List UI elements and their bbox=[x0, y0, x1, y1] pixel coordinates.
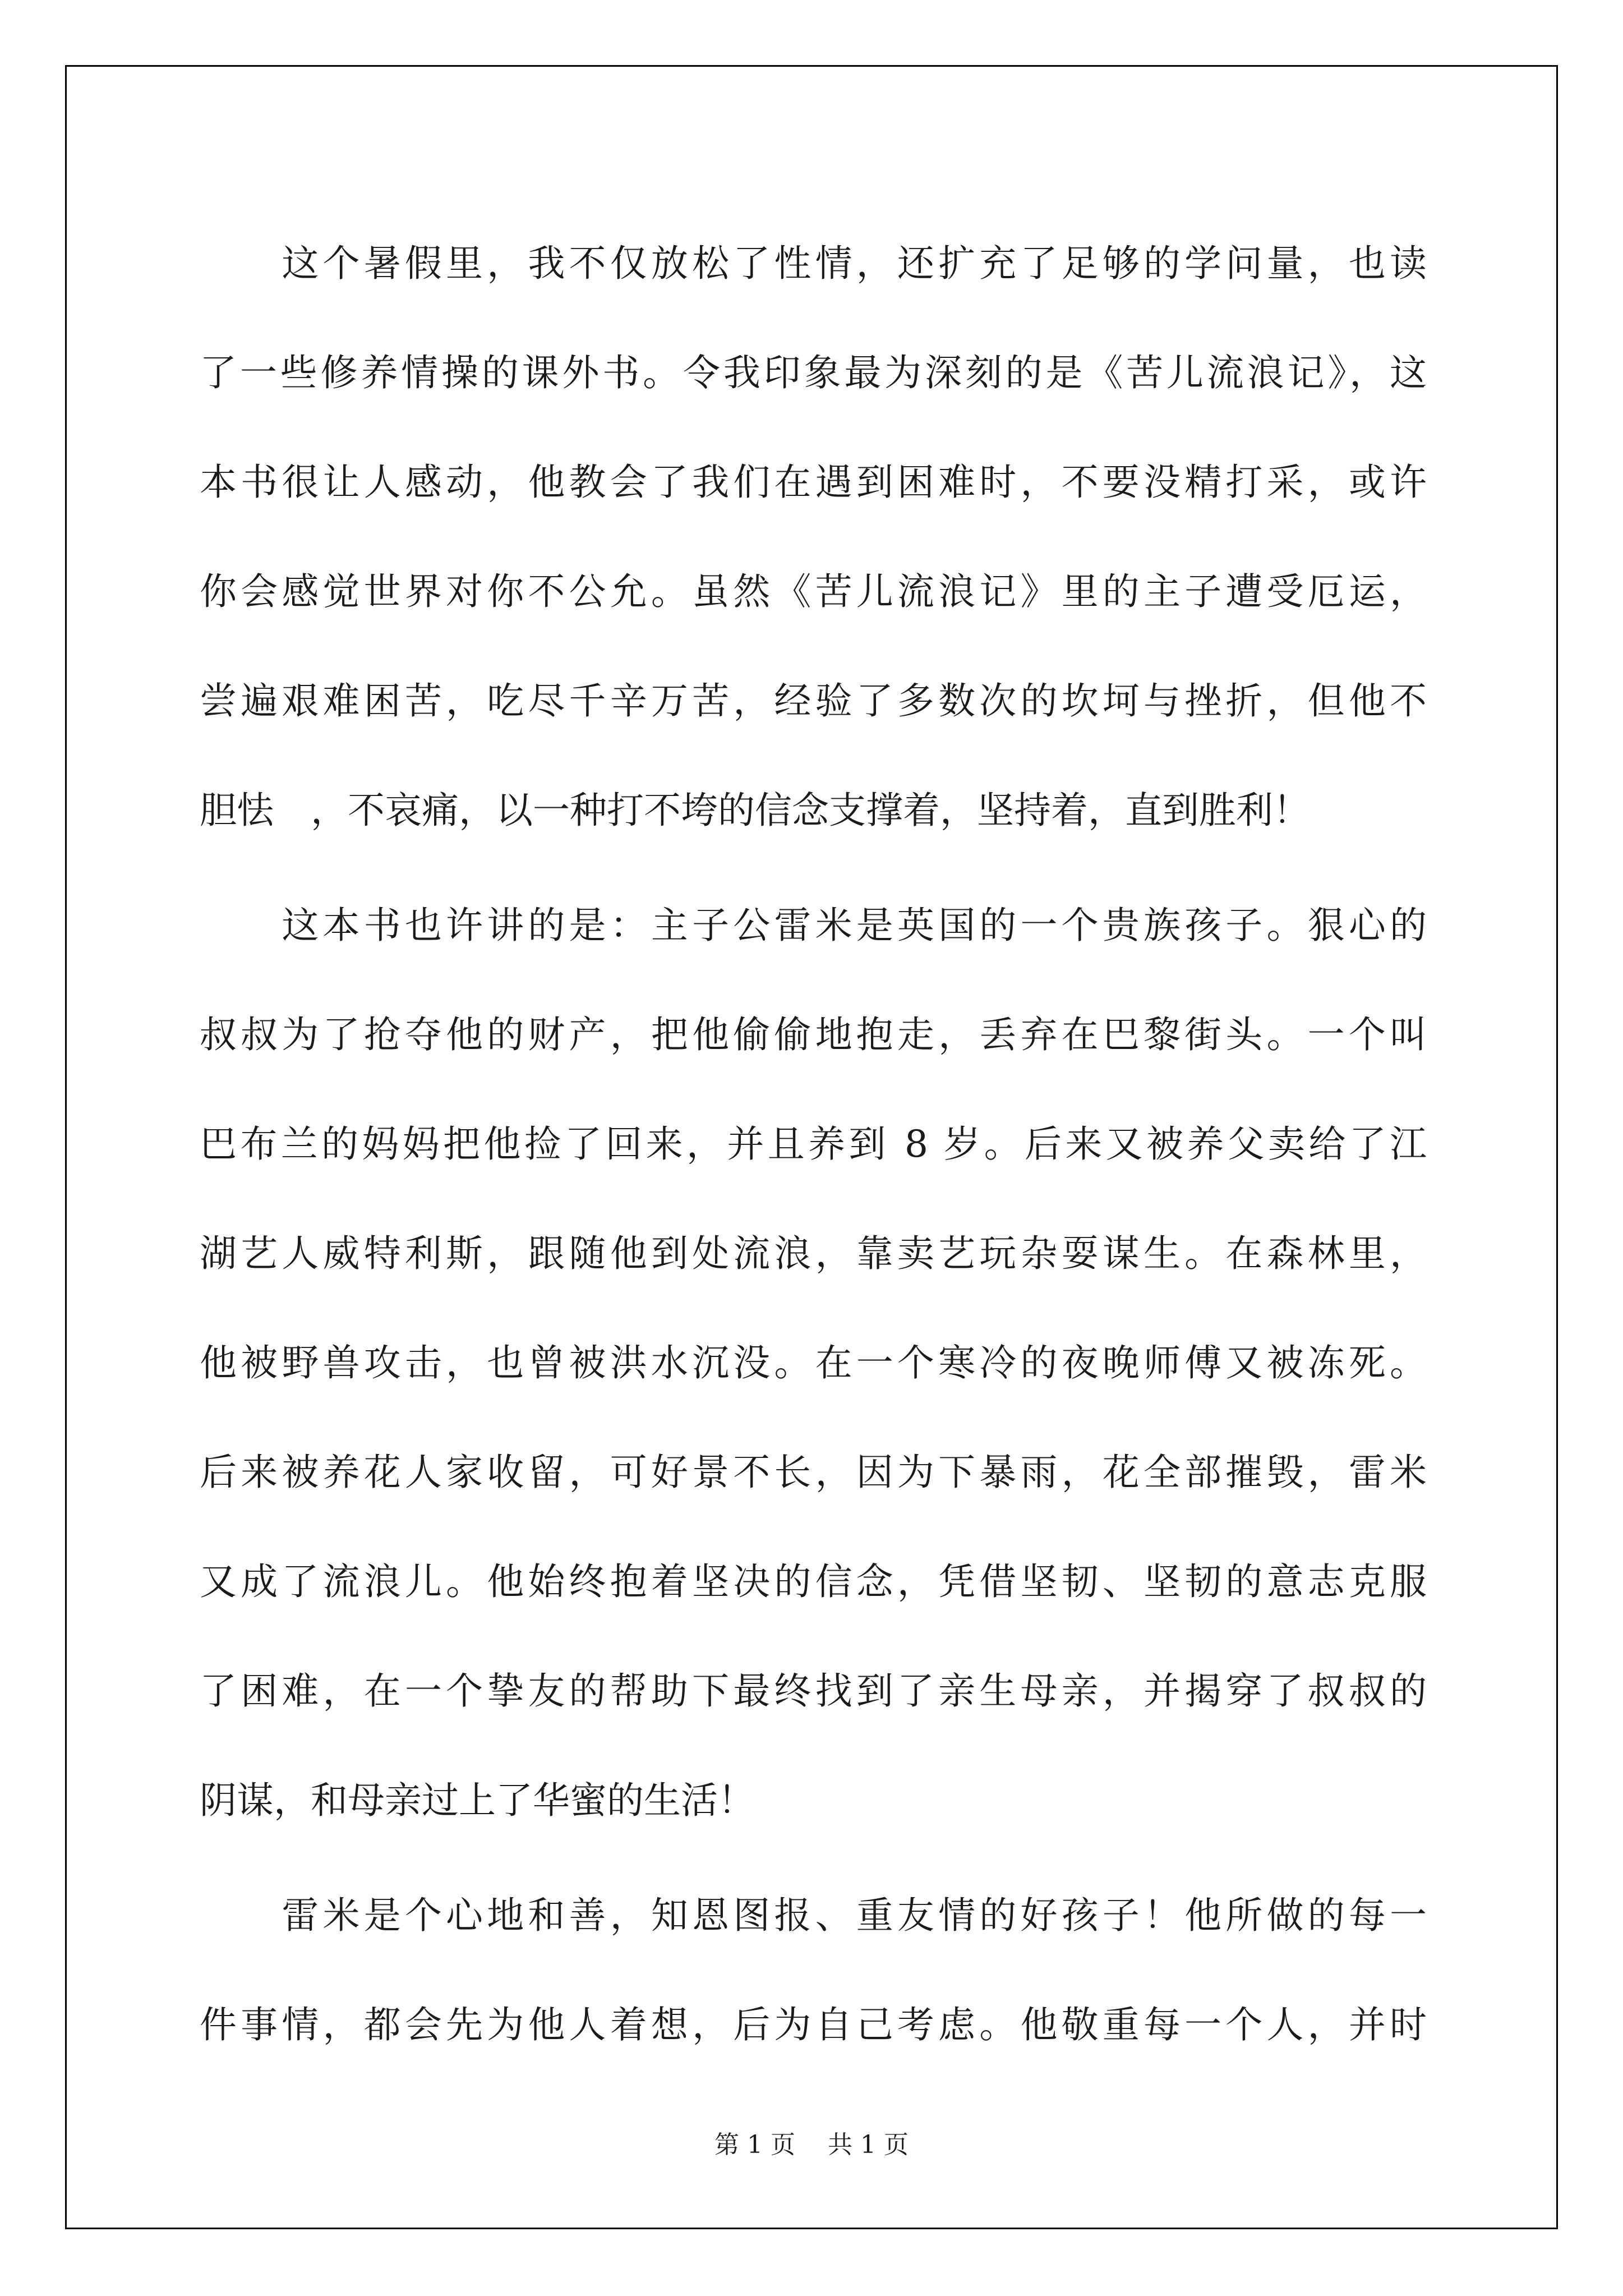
text-line: 巴布兰的妈妈把他捡了回来，并且养到 8 岁。后来又被养父卖给了江 bbox=[200, 1122, 1427, 1166]
text-line: 尝遍艰难困苦，吃尽千辛万苦，经验了多数次的坎坷与挫折，但他不 bbox=[200, 679, 1427, 723]
paragraph-2 bbox=[200, 871, 1427, 1855]
text-line: 叔叔为了抢夺他的财产，把他偷偷地抱走，丢弃在巴黎街头。一个叫 bbox=[200, 1013, 1427, 1056]
paragraph-3 bbox=[200, 1861, 1427, 2079]
text-line: 这个暑假里，我不仅放松了性情，还扩充了足够的学问量，也读 bbox=[200, 242, 1427, 285]
text-line: 又成了流浪儿。他始终抱着坚决的信念，凭借坚韧、坚韧的意志克服 bbox=[200, 1560, 1427, 1603]
text-line: 他被野兽攻击，也曾被洪水沉没。在一个寒冷的夜晚师傅又被冻死。 bbox=[200, 1341, 1427, 1384]
document-body bbox=[200, 209, 1427, 2079]
page-number-footer: 第 1 页 共 1 页 bbox=[714, 2131, 909, 2159]
text-line: 这本书也许讲的是：主子公雷米是英国的一个贵族孩子。狠心的 bbox=[200, 904, 1427, 947]
paragraph-spacer bbox=[200, 1855, 1427, 1861]
text-line: 件事情，都会先为他人着想，后为自己考虑。他敬重每一个人，并时 bbox=[200, 2003, 1427, 2046]
text-line: 湖艺人威特利斯，跟随他到处流浪，靠卖艺玩杂耍谋生。在森林里， bbox=[200, 1232, 1427, 1275]
text-line: 阴谋，和母亲过上了华蜜的生活！ bbox=[200, 1779, 755, 1822]
text-line: 胆怯 ，不哀痛，以一种打不垮的信念支撑着，坚持着，直到胜利！ bbox=[200, 789, 1310, 832]
text-line: 你会感觉世界对你不公允。虽然《苦儿流浪记》里的主子遭受厄运， bbox=[200, 570, 1427, 613]
paragraph-1 bbox=[200, 209, 1427, 865]
text-line: 本书很让人感动，他教会了我们在遇到困难时，不要没精打采，或许 bbox=[200, 461, 1427, 504]
text-line: 雷米是个心地和善，知恩图报、重友情的好孩子！他所做的每一 bbox=[200, 1894, 1427, 1937]
text-line: 后来被养花人家收留，可好景不长，因为下暴雨，花全部摧毁，雷米 bbox=[200, 1451, 1427, 1494]
text-line: 了困难，在一个挚友的帮助下最终找到了亲生母亲，并揭穿了叔叔的 bbox=[200, 1669, 1427, 1713]
paragraph-spacer bbox=[200, 865, 1427, 871]
text-line: 了一些修养情操的课外书。令我印象最为深刻的是《苦儿流浪记》，这 bbox=[200, 351, 1427, 394]
